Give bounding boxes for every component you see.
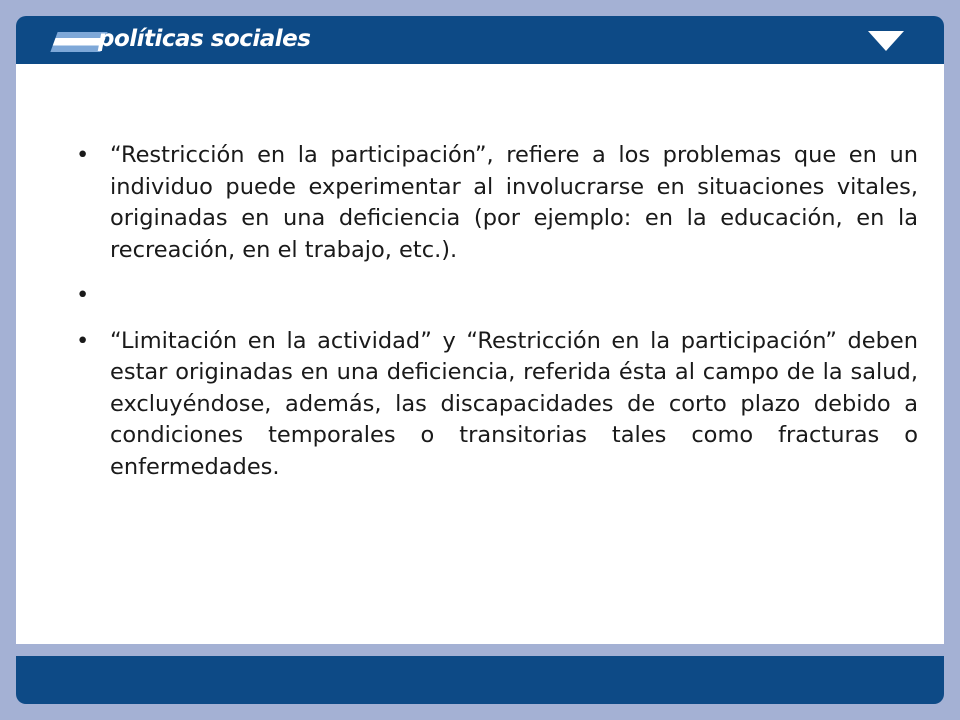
bullet-marker: • [76, 282, 90, 308]
bullet-text: “Restricción en la participación”, refiere a los problemas que en un individuo puede experimentar al involucrarse en situaciones vitales, originadas en una deficiencia (por ejemplo: en la educación, en la recreación, en el trabajo, etc.). [110, 142, 918, 263]
footer-bar [16, 656, 944, 704]
bullet-marker: • [76, 327, 90, 354]
slide-frame [16, 16, 944, 704]
bullet-marker: • [76, 142, 90, 168]
header-bar [16, 16, 944, 64]
header-title: políticas sociales [98, 26, 311, 52]
bullet-item [76, 280, 918, 312]
bullet-item [76, 140, 918, 266]
bullet-item [76, 326, 918, 484]
triangle-down-icon [868, 31, 904, 51]
bullet-list [76, 140, 918, 497]
content-area [16, 64, 944, 644]
bullet-text: “Limitación en la actividad” y “Restricción en la participación” deben estar originadas en una deficiencia, referida ésta al campo de la salud, excluyéndose, además, las discapacidades de corto plazo debido a condiciones temporales o transitorias tales como fracturas o enfermedades. [110, 327, 918, 480]
